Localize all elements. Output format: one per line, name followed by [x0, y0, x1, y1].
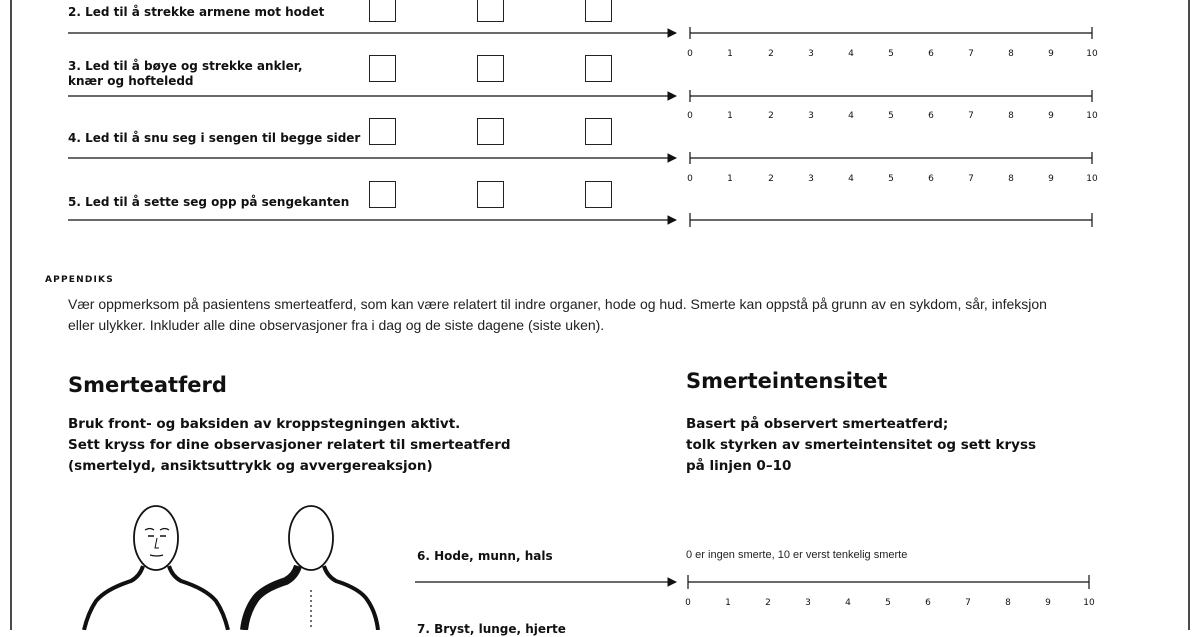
tick-row6-5: 5	[885, 598, 891, 608]
body-front-figure	[84, 506, 228, 630]
tick-row4-4: 4	[848, 111, 854, 121]
tick-row3-2: 2	[768, 49, 774, 59]
tick-row4-10: 10	[1086, 111, 1098, 121]
tick-row4-6: 6	[928, 111, 934, 121]
tick-row6-8: 8	[1005, 598, 1011, 608]
tick-row6-4: 4	[845, 598, 851, 608]
tick-row5-9: 9	[1048, 174, 1054, 184]
tick-row5-8: 8	[1008, 174, 1014, 184]
item-4-label: 4. Led til å snu seg i sengen til begge sider	[68, 131, 361, 145]
tick-row3-9: 9	[1048, 49, 1054, 59]
tick-row4-8: 8	[1008, 111, 1014, 121]
tick-row4-3: 3	[808, 111, 814, 121]
tick-row6-3: 3	[805, 598, 811, 608]
tick-row5-5: 5	[888, 174, 894, 184]
pain-intensity-title: Smerteintensitet	[686, 369, 888, 393]
tick-row4-1: 1	[727, 111, 733, 121]
tick-row6-7: 7	[965, 598, 971, 608]
item-3-label: 3. Led til å bøye og strekke ankler, knær og hofteledd	[68, 59, 303, 88]
appendix-heading: APPENDIKS	[45, 275, 114, 285]
tick-row3-0: 0	[687, 49, 693, 59]
pain-behavior-subtitle: Bruk front- og baksiden av kroppstegningen aktivt. Sett kryss for dine observasjoner relatert til smerteatferd (smertelyd, ansiktsuttrykk og avvergereaksjon)	[68, 416, 511, 474]
body-back-figure	[244, 506, 378, 630]
tick-row5-4: 4	[848, 174, 854, 184]
pain-behavior-title: Smerteatferd	[68, 373, 227, 397]
tick-row4-7: 7	[968, 111, 974, 121]
tick-row3-1: 1	[727, 49, 733, 59]
tick-row5-2: 2	[768, 174, 774, 184]
tick-row4-2: 2	[768, 111, 774, 121]
tick-row6-10: 10	[1083, 598, 1095, 608]
tick-row3-3: 3	[808, 49, 814, 59]
tick-row3-6: 6	[928, 49, 934, 59]
tick-row6-0: 0	[685, 598, 691, 608]
tick-row6-9: 9	[1045, 598, 1051, 608]
tick-row3-8: 8	[1008, 49, 1014, 59]
tick-row5-3: 3	[808, 174, 814, 184]
tick-row5-6: 6	[928, 174, 934, 184]
tick-row3-4: 4	[848, 49, 854, 59]
tick-row3-10: 10	[1086, 49, 1098, 59]
tick-row5-0: 0	[687, 174, 693, 184]
item-6-label: 6. Hode, munn, hals	[417, 549, 553, 563]
tick-row3-5: 5	[888, 49, 894, 59]
item-7-label: 7. Bryst, lunge, hjerte	[417, 622, 566, 636]
item-2-label: 2. Led til å strekke armene mot hodet	[68, 5, 325, 19]
tick-row4-0: 0	[687, 111, 693, 121]
tick-row4-5: 5	[888, 111, 894, 121]
pain-intensity-subtitle: Basert på observert smerteatferd; tolk styrken av smerteintensitet og sett kryss på linjen 0–10	[686, 416, 1037, 474]
tick-row6-1: 1	[725, 598, 731, 608]
tick-row6-6: 6	[925, 598, 931, 608]
tick-row5-1: 1	[727, 174, 733, 184]
tick-row4-9: 9	[1048, 111, 1054, 121]
item-5-label: 5. Led til å sette seg opp på sengekanten	[68, 195, 350, 209]
tick-row5-7: 7	[968, 174, 974, 184]
appendix-text: Vær oppmerksom på pasientens smerteatferd, som kan være relatert til indre organer, hode og hud. Smerte kan oppstå på grunn av en sykdom, sår, infeksjon eller ulykker. Inkluder alle dine observasjoner fra i dag og de siste dagene (siste uken).	[68, 296, 1047, 333]
tick-row5-10: 10	[1086, 174, 1098, 184]
pain-scale-note: 0 er ingen smerte, 10 er verst tenkelig smerte	[686, 549, 908, 561]
tick-row6-2: 2	[765, 598, 771, 608]
tick-row3-7: 7	[968, 49, 974, 59]
